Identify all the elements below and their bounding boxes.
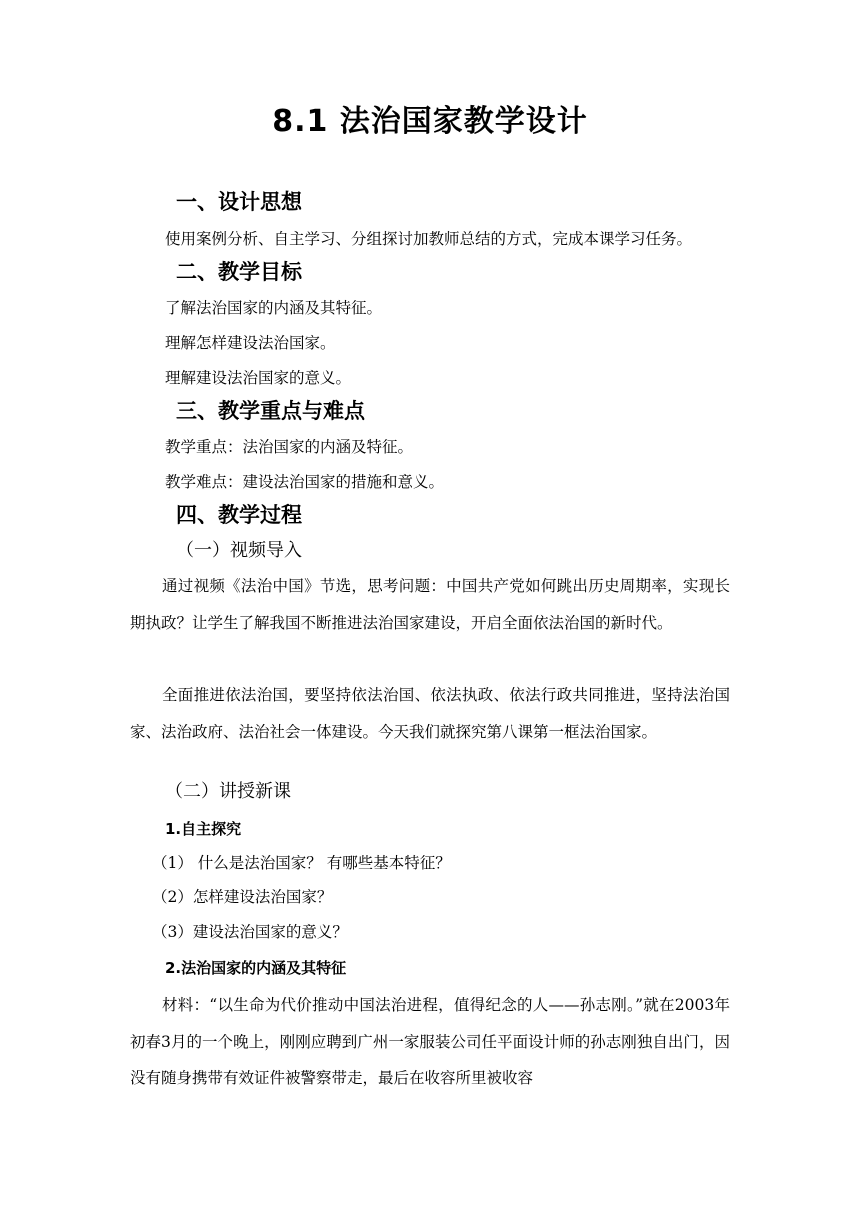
section-heading-key-points: 三、教学重点与难点 <box>176 399 365 423</box>
document-title: 8.1 法治国家教学设计 <box>272 104 588 139</box>
exploration-question: （1） 什么是法治国家？ 有哪些基本特征？ <box>152 854 451 872</box>
key-point-text: 教学重点：法治国家的内涵及特征。 <box>165 438 414 456</box>
section-heading-teaching-goals: 二、教学目标 <box>176 260 302 284</box>
subsection-heading-video-intro: （一）视频导入 <box>176 540 302 561</box>
rule-of-law-paragraph: 全面推进依法治国，要坚持依法治国、依法执政、依法行政共同推进，坚持法治国家、法治政府、法治社会一体建设。今天我们就探究第八课第一框法治国家。 <box>130 686 730 741</box>
exploration-question: （3）建设法治国家的意义？ <box>152 923 348 941</box>
difficult-point-text: 教学难点：建设法治国家的措施和意义。 <box>165 473 445 491</box>
section-heading-teaching-process: 四、教学过程 <box>176 503 302 527</box>
teaching-goal-item: 了解法治国家的内涵及其特征。 <box>165 299 383 317</box>
material-paragraph: 材料：“以生命为代价推动中国法治进程，值得纪念的人——孙志刚。”就在2003年初春3月的一个晚上，刚刚应聘到广州一家服装公司任平面设计师的孙志刚独自出门，因没有随身携带有效证件被警察带走，最后在收容所里被收容 <box>130 996 730 1087</box>
video-intro-paragraph: 通过视频《法治中国》节选，思考问题：中国共产党如何跳出历史周期率，实现长期执政？让学生了解我国不断推进法治国家建设，开启全面依法治国的新时代。 <box>130 577 730 632</box>
exploration-question: （2）怎样建设法治国家？ <box>152 888 333 906</box>
teaching-goal-item: 理解建设法治国家的意义。 <box>165 369 352 387</box>
sub-heading-self-exploration: 1.自主探究 <box>165 820 242 838</box>
section-heading-design-thinking: 一、设计思想 <box>176 190 302 214</box>
teaching-goal-item: 理解怎样建设法治国家。 <box>165 334 336 352</box>
design-thinking-text: 使用案例分析、自主学习、分组探讨加教师总结的方式，完成本课学习任务。 <box>165 230 693 248</box>
sub-heading-rule-of-law-features: 2.法治国家的内涵及其特征 <box>165 959 347 977</box>
subsection-heading-new-lesson: （二）讲授新课 <box>165 781 291 802</box>
